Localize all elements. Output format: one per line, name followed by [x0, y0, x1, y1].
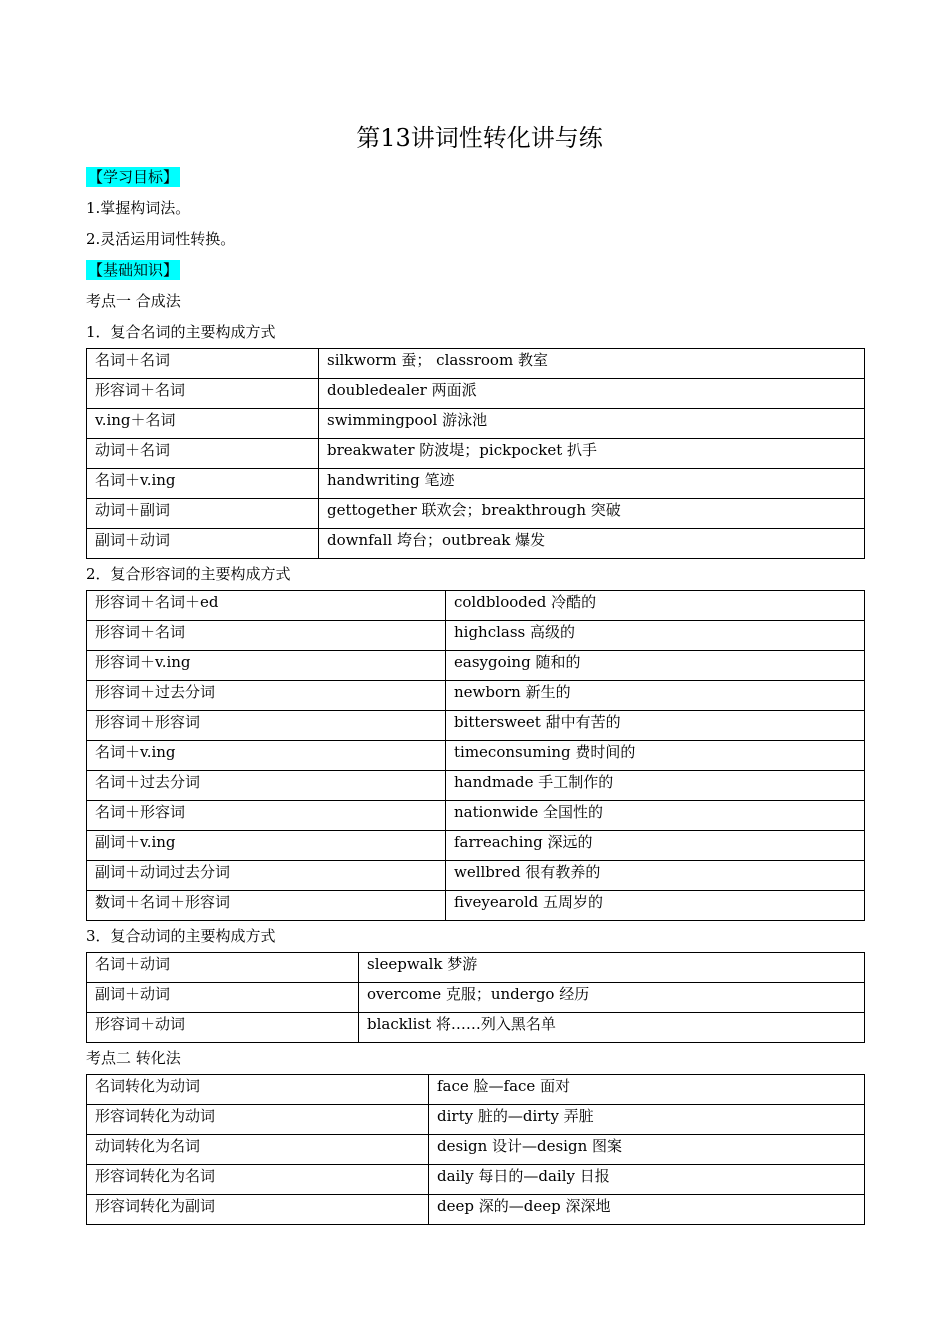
table-row — [87, 1195, 865, 1225]
example-cell: newborn 新生的 — [446, 681, 865, 711]
example-cell: bittersweet 甜中有苦的 — [446, 711, 865, 741]
compound-adjectives-table — [86, 590, 865, 921]
example-cell: dirty 脏的—dirty 弄脏 — [429, 1105, 865, 1135]
formation-pattern-cell: 名词＋形容词 — [87, 801, 446, 831]
table-row — [87, 681, 865, 711]
learning-goals-tag: 【学习目标】 — [88, 168, 179, 186]
formation-pattern-cell: 形容词＋过去分词 — [87, 681, 446, 711]
point-two-heading: 考点二 转化法 — [86, 1049, 181, 1067]
table-row — [87, 621, 865, 651]
formation-pattern-cell: 形容词＋v.ing — [87, 651, 446, 681]
formation-pattern-cell: 副词＋动词 — [87, 983, 359, 1013]
example-cell: design 设计—design 图案 — [429, 1135, 865, 1165]
goal-item: 2.灵活运用词性转换。 — [86, 230, 236, 248]
formation-pattern-cell: 动词＋名词 — [87, 439, 319, 469]
example-cell: sleepwalk 梦游 — [359, 953, 865, 983]
example-cell: timeconsuming 费时间的 — [446, 741, 865, 771]
table-row — [87, 891, 865, 921]
formation-pattern-cell: 形容词＋名词 — [87, 379, 319, 409]
document-page — [86, 118, 865, 1225]
example-cell: handwriting 笔迹 — [319, 469, 865, 499]
table-row — [87, 1013, 865, 1043]
example-cell: face 脸—face 面对 — [429, 1075, 865, 1105]
table-row — [87, 469, 865, 499]
page-title: 第13讲词性转化讲与练 — [356, 124, 603, 152]
compound-adjectives-heading: 2．复合形容词的主要构成方式 — [86, 565, 291, 583]
table-row — [87, 983, 865, 1013]
example-cell: silkworm 蚕； classroom 教室 — [319, 349, 865, 379]
table-row — [87, 831, 865, 861]
formation-pattern-cell: 数词＋名词＋形容词 — [87, 891, 446, 921]
table-row — [87, 1105, 865, 1135]
example-cell: nationwide 全国性的 — [446, 801, 865, 831]
compound-verbs-table — [86, 952, 865, 1043]
conversion-table — [86, 1074, 865, 1225]
formation-pattern-cell: 名词＋v.ing — [87, 469, 319, 499]
table-row — [87, 499, 865, 529]
formation-pattern-cell: 形容词＋动词 — [87, 1013, 359, 1043]
table-row — [87, 1135, 865, 1165]
formation-pattern-cell: 名词＋名词 — [87, 349, 319, 379]
table-row — [87, 771, 865, 801]
example-cell: farreaching 深远的 — [446, 831, 865, 861]
table-row — [87, 801, 865, 831]
formation-pattern-cell: 动词＋副词 — [87, 499, 319, 529]
compound-nouns-heading: 1．复合名词的主要构成方式 — [86, 323, 276, 341]
table-row — [87, 651, 865, 681]
basic-knowledge-heading — [86, 255, 865, 286]
table-row — [87, 1075, 865, 1105]
table-row — [87, 591, 865, 621]
example-cell: downfall 垮台；outbreak 爆发 — [319, 529, 865, 559]
example-cell: breakwater 防波堤；pickpocket 扒手 — [319, 439, 865, 469]
formation-pattern-cell: 形容词转化为名词 — [87, 1165, 429, 1195]
table-row — [87, 529, 865, 559]
example-cell: overcome 克服；undergo 经历 — [359, 983, 865, 1013]
example-cell: fiveyearold 五周岁的 — [446, 891, 865, 921]
basic-knowledge-tag: 【基础知识】 — [88, 261, 179, 279]
compound-verbs-heading: 3．复合动词的主要构成方式 — [86, 927, 276, 945]
table-row — [87, 711, 865, 741]
example-cell: swimmingpool 游泳池 — [319, 409, 865, 439]
formation-pattern-cell: 副词＋v.ing — [87, 831, 446, 861]
example-cell: easygoing 随和的 — [446, 651, 865, 681]
point-one-heading: 考点一 合成法 — [86, 292, 181, 310]
table-row — [87, 741, 865, 771]
table-row — [87, 861, 865, 891]
example-cell: blacklist 将……列入黑名单 — [359, 1013, 865, 1043]
learning-goals-heading — [86, 162, 865, 193]
example-cell: handmade 手工制作的 — [446, 771, 865, 801]
table-row — [87, 439, 865, 469]
formation-pattern-cell: 副词＋动词 — [87, 529, 319, 559]
example-cell: deep 深的—deep 深深地 — [429, 1195, 865, 1225]
goal-item: 1.掌握构词法。 — [86, 199, 191, 217]
formation-pattern-cell: 形容词＋形容词 — [87, 711, 446, 741]
table-row — [87, 409, 865, 439]
formation-pattern-cell: 动词转化为名词 — [87, 1135, 429, 1165]
example-cell: gettogether 联欢会；breakthrough 突破 — [319, 499, 865, 529]
table-row — [87, 379, 865, 409]
example-cell: daily 每日的—daily 日报 — [429, 1165, 865, 1195]
example-cell: highclass 高级的 — [446, 621, 865, 651]
formation-pattern-cell: 形容词＋名词 — [87, 621, 446, 651]
formation-pattern-cell: v.ing＋名词 — [87, 409, 319, 439]
example-cell: doubledealer 两面派 — [319, 379, 865, 409]
table-row — [87, 1165, 865, 1195]
table-row — [87, 349, 865, 379]
formation-pattern-cell: 形容词转化为动词 — [87, 1105, 429, 1135]
example-cell: wellbred 很有教养的 — [446, 861, 865, 891]
table-row — [87, 953, 865, 983]
formation-pattern-cell: 名词＋过去分词 — [87, 771, 446, 801]
example-cell: coldblooded 冷酷的 — [446, 591, 865, 621]
formation-pattern-cell: 形容词转化为副词 — [87, 1195, 429, 1225]
formation-pattern-cell: 名词＋动词 — [87, 953, 359, 983]
formation-pattern-cell: 形容词＋名词＋ed — [87, 591, 446, 621]
formation-pattern-cell: 名词＋v.ing — [87, 741, 446, 771]
compound-nouns-table — [86, 348, 865, 559]
formation-pattern-cell: 名词转化为动词 — [87, 1075, 429, 1105]
formation-pattern-cell: 副词＋动词过去分词 — [87, 861, 446, 891]
